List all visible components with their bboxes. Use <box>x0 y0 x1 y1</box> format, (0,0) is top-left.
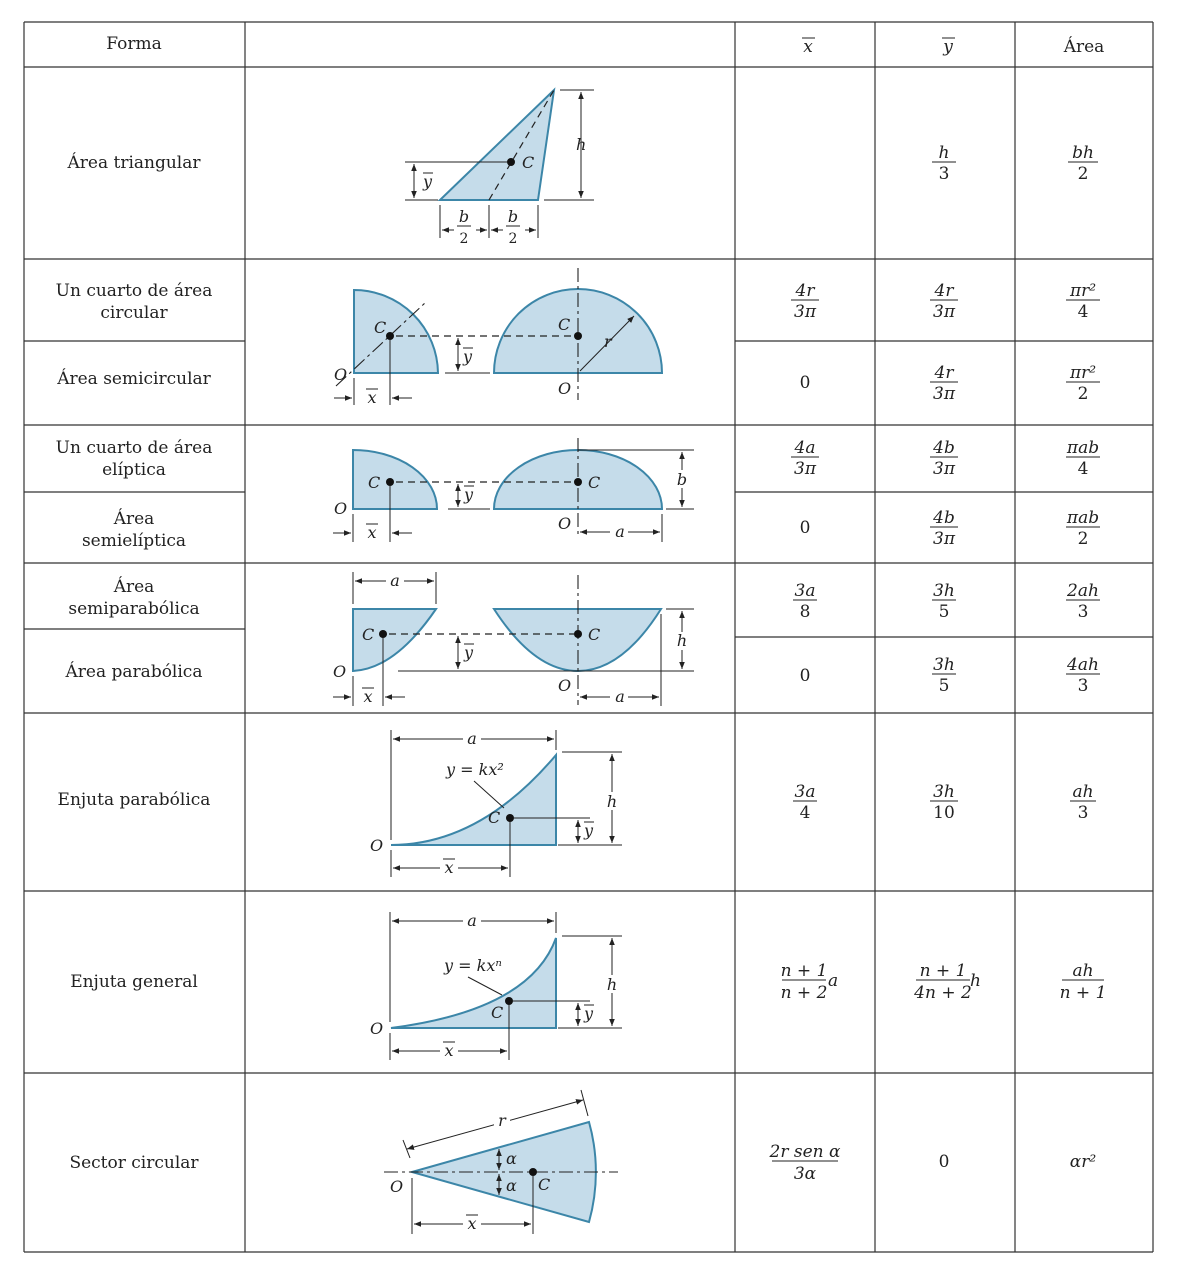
svg-text:O: O <box>558 379 572 398</box>
figure-general-spandrel <box>370 911 622 1060</box>
svg-text:4a: 4a <box>794 438 816 458</box>
svg-text:2: 2 <box>508 231 518 247</box>
svg-text:h: h <box>606 792 618 811</box>
figure-circular-sector <box>384 1090 618 1234</box>
svg-text:x: x <box>444 858 454 877</box>
figure-triangle <box>405 90 594 247</box>
xbar-parabolic: 0 <box>799 666 811 686</box>
svg-text:b: b <box>507 207 519 226</box>
figure-ellipse-areas <box>333 438 694 542</box>
svg-text:3α: 3α <box>793 1164 817 1184</box>
header-shape: Forma <box>106 34 162 54</box>
area-quarter-ellipse <box>1066 438 1100 479</box>
header-area: Área <box>1063 37 1105 57</box>
svg-text:x: x <box>363 687 373 706</box>
svg-text:α: α <box>506 1176 517 1195</box>
svg-text:h: h <box>676 631 688 650</box>
area-parabolic-spandrel <box>1070 782 1096 823</box>
svg-text:y = kx²: y = kx² <box>446 760 504 779</box>
svg-text:4r: 4r <box>795 281 815 301</box>
svg-text:C: C <box>374 318 387 337</box>
xbar-general-spandrel <box>781 961 839 1003</box>
ybar-quarter-ellipse <box>930 438 958 479</box>
svg-text:4b: 4b <box>933 508 955 528</box>
figure-parabolic-spandrel <box>370 729 622 877</box>
svg-text:h: h <box>938 143 950 163</box>
svg-text:πab: πab <box>1066 508 1100 528</box>
svg-text:3a: 3a <box>794 581 816 601</box>
xbar-semiellipse: 0 <box>799 518 811 538</box>
svg-text:4: 4 <box>1077 302 1089 322</box>
ybar-semicircle <box>930 363 958 404</box>
row-name-triangular: Área triangular <box>67 153 201 173</box>
row-name-semiparabolic-l2: semiparabólica <box>68 599 200 619</box>
svg-text:πr²: πr² <box>1069 281 1097 301</box>
svg-text:5: 5 <box>938 676 950 696</box>
svg-text:3π: 3π <box>933 529 955 549</box>
svg-text:ah: ah <box>1072 782 1094 802</box>
area-quarter-circle <box>1066 281 1100 322</box>
svg-text:C: C <box>588 473 601 492</box>
svg-text:4: 4 <box>1077 459 1089 479</box>
svg-text:y: y <box>423 172 433 191</box>
svg-text:a: a <box>467 729 477 748</box>
svg-text:h: h <box>606 975 618 994</box>
svg-text:3h: 3h <box>933 655 955 675</box>
figure-parabolic-areas <box>333 571 694 706</box>
svg-text:x: x <box>444 1041 454 1060</box>
xbar-semiparabolic <box>793 581 817 622</box>
svg-text:C: C <box>522 153 535 172</box>
svg-text:2: 2 <box>1077 529 1089 549</box>
svg-text:3π: 3π <box>933 459 955 479</box>
svg-text:3π: 3π <box>794 302 816 322</box>
svg-text:3: 3 <box>1077 676 1089 696</box>
svg-text:3: 3 <box>938 164 950 184</box>
row-name-parabolic: Área parabólica <box>65 662 203 682</box>
row-name-semiellipse-l1: Área <box>113 509 155 529</box>
svg-text:bh: bh <box>1072 143 1094 163</box>
svg-text:a: a <box>615 687 625 706</box>
svg-text:a: a <box>828 971 839 991</box>
svg-text:3a: 3a <box>794 782 816 802</box>
svg-text:y: y <box>464 485 474 504</box>
svg-text:n + 1: n + 1 <box>780 961 828 981</box>
area-general-spandrel <box>1060 961 1107 1003</box>
ybar-quarter-circle <box>930 281 958 322</box>
row-name-general-spandrel: Enjuta general <box>70 972 198 992</box>
header-ybar <box>942 37 955 57</box>
ybar-semiellipse <box>930 508 958 549</box>
svg-text:n + 1: n + 1 <box>1059 983 1107 1003</box>
ybar-circular-sector: 0 <box>938 1152 950 1172</box>
svg-text:a: a <box>467 911 477 930</box>
area-triangular <box>1068 143 1098 184</box>
svg-text:3π: 3π <box>933 384 955 404</box>
svg-text:y = kxⁿ: y = kxⁿ <box>444 956 502 975</box>
svg-text:2: 2 <box>1077 384 1089 404</box>
svg-text:h: h <box>970 971 981 991</box>
ybar-triangular <box>932 143 956 184</box>
area-parabolic <box>1066 655 1100 696</box>
svg-text:a: a <box>390 571 400 590</box>
svg-text:2: 2 <box>1077 164 1089 184</box>
row-name-quarter-ellipse-l2: elíptica <box>102 460 166 480</box>
svg-text:4r: 4r <box>934 363 954 383</box>
svg-text:O: O <box>333 662 347 681</box>
header-xbar <box>802 37 815 57</box>
row-name-semicircle: Área semicircular <box>57 369 211 389</box>
svg-text:C: C <box>491 1003 504 1022</box>
xbar-parabolic-spandrel <box>793 782 817 823</box>
svg-text:x: x <box>467 1214 477 1233</box>
area-circular-sector: αr² <box>1069 1152 1097 1172</box>
xbar-semicircle: 0 <box>799 373 811 393</box>
svg-text:O: O <box>390 1177 404 1196</box>
svg-text:πr²: πr² <box>1069 363 1097 383</box>
svg-text:b: b <box>458 207 470 226</box>
area-semicircle <box>1066 363 1100 404</box>
svg-text:3π: 3π <box>794 459 816 479</box>
svg-text:r: r <box>498 1111 506 1130</box>
area-semiellipse <box>1066 508 1100 549</box>
ybar-parabolic-spandrel <box>930 782 958 823</box>
svg-text:2r sen α: 2r sen α <box>769 1142 841 1162</box>
svg-text:4r: 4r <box>934 281 954 301</box>
svg-text:h: h <box>576 135 587 154</box>
svg-text:y: y <box>584 821 594 840</box>
svg-text:5: 5 <box>938 602 950 622</box>
svg-text:x: x <box>367 388 377 407</box>
svg-text:2: 2 <box>459 231 469 247</box>
svg-text:10: 10 <box>933 803 955 823</box>
figure-circle-areas <box>334 268 662 407</box>
ybar-parabolic <box>932 655 956 696</box>
svg-text:x: x <box>367 523 377 542</box>
svg-text:C: C <box>558 315 571 334</box>
svg-text:C: C <box>368 473 381 492</box>
row-name-quarter-circle-l2: circular <box>100 303 168 323</box>
svg-text:C: C <box>488 808 501 827</box>
svg-text:4n + 2: 4n + 2 <box>914 983 972 1003</box>
svg-text:4b: 4b <box>933 438 955 458</box>
svg-text:y: y <box>584 1004 594 1023</box>
svg-text:4: 4 <box>799 803 811 823</box>
svg-text:πab: πab <box>1066 438 1100 458</box>
svg-text:3h: 3h <box>933 581 955 601</box>
ybar-semiparabolic <box>932 581 956 622</box>
svg-text:a: a <box>615 522 625 541</box>
xbar-circular-sector <box>769 1142 841 1184</box>
svg-text:ah: ah <box>1072 961 1094 981</box>
row-name-parabolic-spandrel: Enjuta parabólica <box>57 790 211 810</box>
svg-text:3: 3 <box>1077 803 1089 823</box>
svg-text:x: x <box>803 37 813 57</box>
svg-text:C: C <box>362 625 375 644</box>
row-name-semiellipse-l2: semielíptica <box>81 531 187 551</box>
svg-text:n + 1: n + 1 <box>919 961 967 981</box>
svg-text:2ah: 2ah <box>1067 581 1099 601</box>
svg-text:O: O <box>370 1019 384 1038</box>
svg-text:n + 2: n + 2 <box>780 983 828 1003</box>
svg-text:C: C <box>588 625 601 644</box>
svg-text:C: C <box>538 1175 551 1194</box>
svg-text:8: 8 <box>799 602 811 622</box>
svg-text:r: r <box>604 332 612 351</box>
xbar-quarter-ellipse <box>791 438 819 479</box>
svg-text:O: O <box>558 676 572 695</box>
svg-text:b: b <box>676 470 688 489</box>
svg-text:4ah: 4ah <box>1067 655 1099 675</box>
svg-text:3: 3 <box>1077 602 1089 622</box>
svg-text:O: O <box>334 365 348 384</box>
svg-text:y: y <box>943 37 953 57</box>
xbar-quarter-circle <box>791 281 819 322</box>
row-name-circular-sector: Sector circular <box>69 1153 199 1173</box>
svg-text:y: y <box>463 347 473 366</box>
svg-text:O: O <box>558 514 572 533</box>
svg-text:O: O <box>370 836 384 855</box>
svg-text:3π: 3π <box>933 302 955 322</box>
svg-text:y: y <box>464 643 474 662</box>
ybar-general-spandrel <box>913 961 981 1003</box>
svg-text:3h: 3h <box>933 782 955 802</box>
row-name-quarter-circle-l1: Un cuarto de área <box>55 281 213 301</box>
svg-text:α: α <box>506 1149 517 1168</box>
svg-text:O: O <box>334 499 348 518</box>
row-name-quarter-ellipse-l1: Un cuarto de área <box>55 438 213 458</box>
area-semiparabolic <box>1066 581 1100 622</box>
row-name-semiparabolic-l1: Área <box>113 577 155 597</box>
